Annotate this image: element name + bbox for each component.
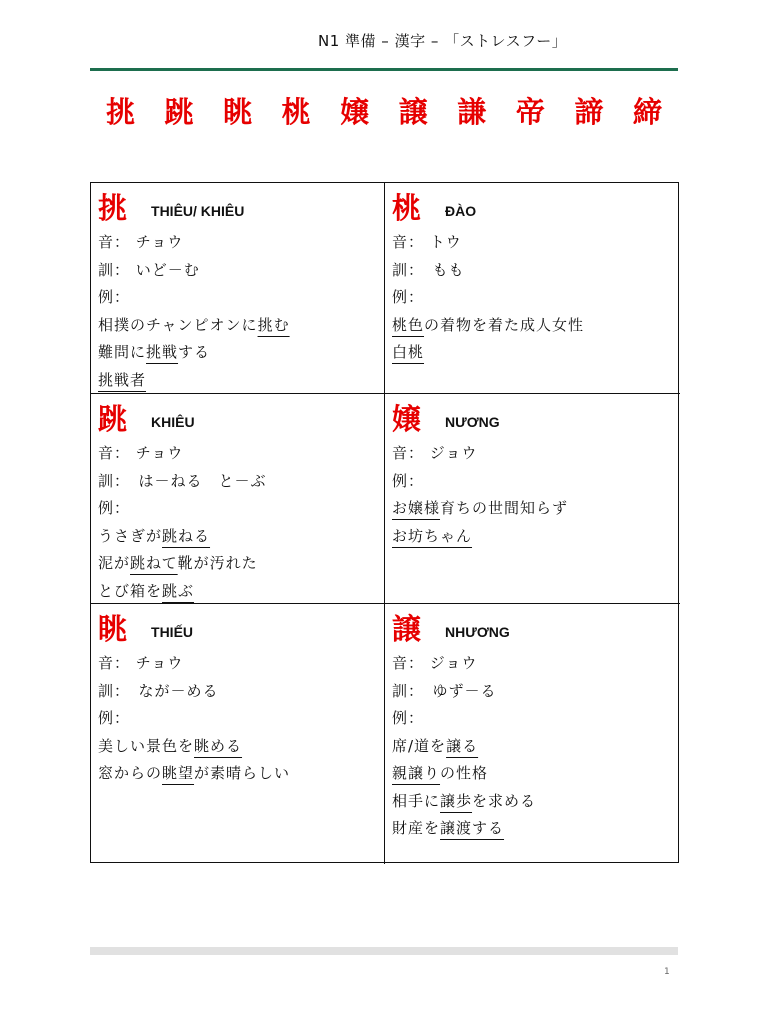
kanji-heading-item: 跳 — [164, 95, 194, 129]
cell-reading: KHIÊU — [151, 414, 195, 430]
kanji-heading-item: 締 — [632, 95, 662, 129]
kanji-cell — [385, 604, 680, 864]
example-label: 例： — [98, 499, 131, 517]
example-label: 例： — [98, 288, 131, 306]
example-line: 財産を譲渡する — [392, 819, 505, 837]
footer-bar — [90, 947, 678, 955]
on-reading: 音： トウ — [392, 233, 462, 251]
on-reading: 音： ジョウ — [392, 654, 478, 672]
example-line: 美しい景色を眺める — [98, 736, 243, 755]
example-line: 相手に譲歩を求める — [392, 791, 537, 810]
kun-reading: 訓： もも — [392, 260, 465, 279]
cell-kanji: 嬢 — [392, 402, 422, 436]
kanji-heading-item: 桃 — [281, 95, 311, 129]
cell-kanji: 眺 — [98, 612, 128, 646]
kanji-table — [90, 182, 679, 863]
kanji-heading-item: 嬢 — [340, 95, 370, 129]
kanji-heading-item: 眺 — [223, 95, 253, 129]
on-reading: 音： チョウ — [98, 233, 184, 251]
example-label: 例： — [392, 288, 425, 306]
kanji-heading-item: 帝 — [515, 95, 545, 129]
header-divider — [90, 68, 678, 71]
page-header-title: N1 準備 – 漢字 – 「ストレスフー」 — [318, 32, 568, 50]
example-label: 例： — [392, 709, 425, 727]
example-line: 白桃 — [392, 343, 425, 361]
kanji-cell — [91, 604, 385, 864]
kanji-cell — [385, 183, 680, 394]
kanji-heading-item: 謙 — [457, 95, 487, 129]
kanji-heading-item: 諦 — [574, 95, 604, 129]
on-reading: 音： チョウ — [98, 654, 184, 672]
kanji-heading-item: 挑 — [106, 95, 136, 129]
cell-reading: THIẾU — [151, 624, 194, 640]
example-line: お嬢様育ちの世間知らず — [392, 499, 569, 517]
example-line: 相撲のチャンピオンに挑む — [98, 315, 290, 334]
example-line: とび箱を跳ぶ — [98, 581, 195, 600]
cell-kanji: 桃 — [392, 191, 422, 225]
kanji-cell — [385, 394, 680, 604]
cell-reading: NƯƠNG — [445, 414, 500, 430]
cell-kanji: 譲 — [392, 612, 422, 646]
kanji-cell — [91, 183, 385, 394]
example-line: 親譲りの性格 — [392, 764, 489, 782]
kun-reading: 訓： ゆず－る — [392, 681, 497, 700]
cell-reading: ĐÀO — [445, 203, 477, 219]
kanji-heading-item: 譲 — [398, 95, 428, 129]
example-line: 泥が跳ねて靴が汚れた — [98, 554, 258, 572]
example-line: 挑戦者 — [98, 370, 147, 389]
on-reading: 音： チョウ — [98, 444, 184, 462]
kanji-cell — [91, 394, 385, 604]
on-reading: 音： ジョウ — [392, 444, 478, 462]
kun-reading: 訓： なが－める — [98, 681, 219, 700]
kun-reading: 訓： は－ねる と－ぶ — [98, 471, 267, 490]
page-number: 1 — [664, 967, 670, 977]
cell-reading: NHƯƠNG — [445, 624, 510, 640]
cell-reading: THIÊU/ KHIÊU — [151, 203, 245, 219]
example-label: 例： — [392, 471, 425, 490]
example-line: うさぎが跳ねる — [98, 526, 211, 545]
cell-kanji: 跳 — [98, 402, 128, 436]
example-line: 桃色の着物を着た成人女性 — [392, 315, 585, 334]
example-line: お坊ちゃん — [392, 526, 473, 545]
example-line: 窓からの眺望が素晴らしい — [98, 764, 291, 782]
kanji-list-heading — [90, 92, 678, 132]
example-label: 例： — [98, 709, 131, 727]
cell-kanji: 挑 — [98, 191, 128, 225]
example-line: 席/道を譲る — [392, 736, 479, 755]
kun-reading: 訓： いど－む — [98, 260, 200, 279]
example-line: 難問に挑戦する — [98, 343, 211, 361]
